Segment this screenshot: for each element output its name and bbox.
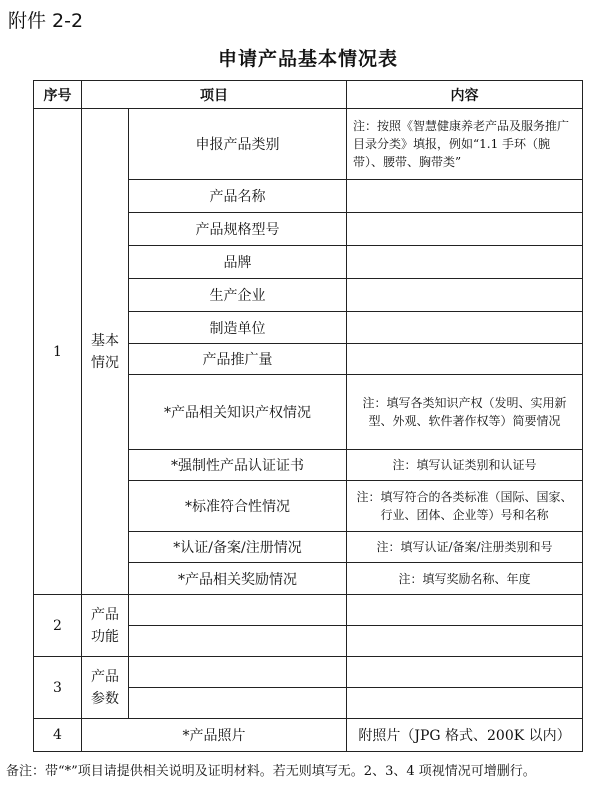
remark-note: 备注：带“*”项目请提供相关说明及证明材料。若无则填写无。2、3、4 项视情况可增删行。: [6, 764, 536, 779]
label-standard: *标准符合性情况: [129, 481, 347, 532]
field-params-b[interactable]: [347, 657, 583, 688]
field-producer[interactable]: [347, 279, 583, 312]
note-photo[interactable]: 附照片（JPG 格式、200K 以内）: [347, 719, 583, 752]
field-params-a[interactable]: [129, 657, 347, 688]
field-function-b[interactable]: [347, 595, 583, 626]
label-registration: *认证/备案/注册情况: [129, 532, 347, 563]
note-ip[interactable]: 注：填写各类知识产权（发明、实用新型、外观、软件著作权等）简要情况: [347, 375, 583, 450]
field-params-c[interactable]: [129, 688, 347, 719]
note-standard[interactable]: 注：填写符合的各类标准（国际、国家、行业、团体、企业等）号和名称: [347, 481, 583, 532]
label-photo: *产品照片: [82, 719, 347, 752]
note-category[interactable]: 注：按照《智慧健康养老产品及服务推广目录分类》填报，例如“1.1 手环（腕带）、腰带、胸带类”: [347, 109, 583, 180]
row-no-1: 1: [34, 109, 82, 595]
label-ip: *产品相关知识产权情况: [129, 375, 347, 450]
header-content: 内容: [347, 81, 583, 109]
label-certificate: *强制性产品认证证书: [129, 450, 347, 481]
label-model: 产品规格型号: [129, 213, 347, 246]
label-product-name: 产品名称: [129, 180, 347, 213]
field-function-d[interactable]: [347, 626, 583, 657]
field-promotion[interactable]: [347, 344, 583, 375]
page-title: 申请产品基本情况表: [217, 48, 398, 70]
row-no-2: 2: [34, 595, 82, 657]
note-award[interactable]: 注：填写奖励名称、年度: [347, 563, 583, 595]
header-item: 项目: [82, 81, 347, 109]
header-no: 序号: [34, 81, 82, 109]
label-manufacturer: 制造单位: [129, 312, 347, 344]
label-award: *产品相关奖励情况: [129, 563, 347, 595]
label-category: 申报产品类别: [129, 109, 347, 180]
field-function-c[interactable]: [129, 626, 347, 657]
label-brand: 品牌: [129, 246, 347, 279]
field-model[interactable]: [347, 213, 583, 246]
label-producer: 生产企业: [129, 279, 347, 312]
category-params: 产品 参数: [82, 657, 129, 719]
note-certificate[interactable]: 注：填写认证类别和认证号: [347, 450, 583, 481]
label-promotion: 产品推广量: [129, 344, 347, 375]
note-registration[interactable]: 注：填写认证/备案/注册类别和号: [347, 532, 583, 563]
info-table: [33, 80, 583, 752]
row-no-3: 3: [34, 657, 82, 719]
field-product-name[interactable]: [347, 180, 583, 213]
category-basic: 基本 情况: [82, 109, 129, 595]
row-no-4: 4: [34, 719, 82, 752]
category-function: 产品 功能: [82, 595, 129, 657]
attachment-label: 附件 2-2: [8, 10, 84, 32]
field-manufacturer[interactable]: [347, 312, 583, 344]
field-params-d[interactable]: [347, 688, 583, 719]
field-function-a[interactable]: [129, 595, 347, 626]
field-brand[interactable]: [347, 246, 583, 279]
